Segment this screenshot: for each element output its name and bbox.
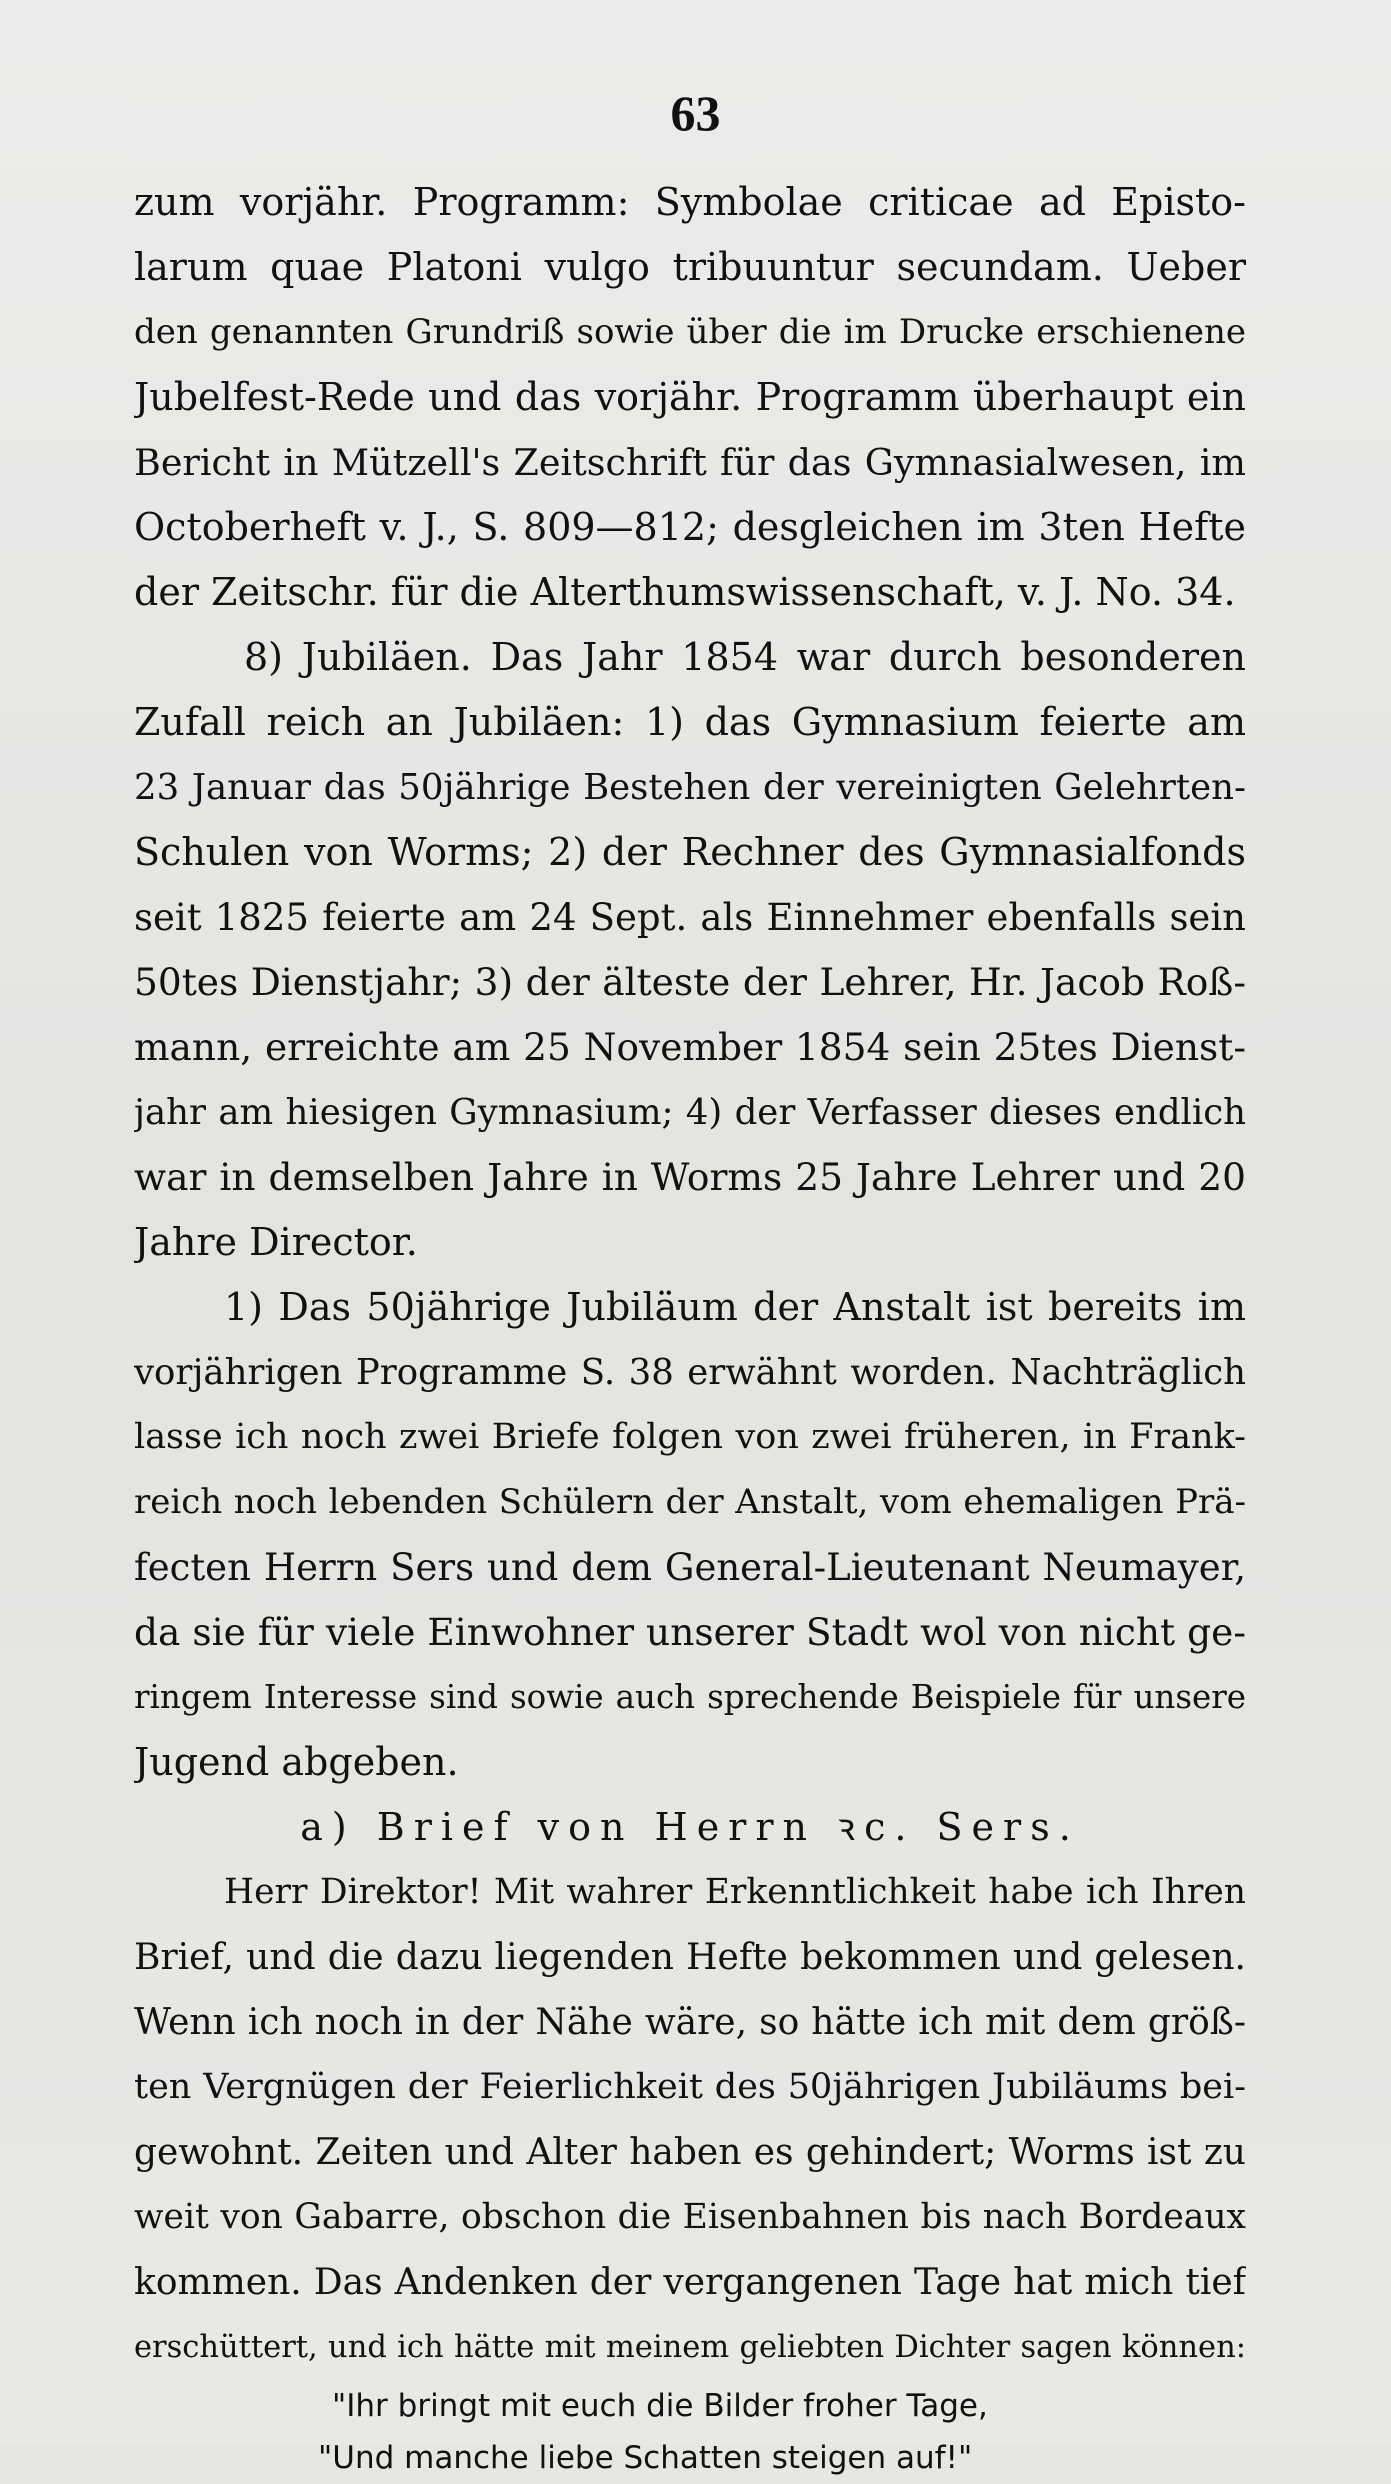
quote-line: "Ihr bringt mit euch die Bilder froher Tage, (332, 2388, 988, 2424)
text-line: lasse ich noch zwei Briefe folgen von zwei früheren, in Frank- (134, 1417, 1246, 1457)
text-line: kommen. Das Andenken der vergangenen Tage hat mich tief (134, 2262, 1246, 2303)
text-line: da sie für viele Einwohner unserer Stadt wol von nicht ge- (134, 1610, 1246, 1654)
text-line: war in demselben Jahre in Worms 25 Jahre Lehrer und 20 (134, 1155, 1246, 1199)
text-line: Bericht in Mützell's Zeitschrift für das Gymnasialwesen, im (134, 441, 1246, 484)
text-line: fecten Herrn Sers und dem General-Lieutenant Neumayer, (134, 1546, 1246, 1589)
text-line: Schulen von Worms; 2) der Rechner des Gymnasialfonds (134, 830, 1246, 874)
text-line: den genannten Grundriß sowie über die im Drucke erschienene (134, 312, 1246, 352)
text-line: Wenn ich noch in der Nähe wäre, so hätte ich mit dem größ- (134, 2002, 1246, 2043)
text-line: zum vorjähr. Programm: Symbolae criticae ad Episto- (134, 180, 1246, 224)
body-text (134, 170, 1246, 2484)
text-line: erschüttert, und ich hätte mit meinem geliebten Dichter sagen können: (134, 2330, 1246, 2365)
text-line: jahr am hiesigen Gymnasium; 4) der Verfasser dieses endlich (134, 1092, 1246, 1133)
text-line: Octoberheft v. J., S. 809—812; desgleichen im 3ten Hefte (134, 505, 1246, 549)
page-number: 63 (670, 85, 721, 141)
text-line: Jubelfest-Rede und das vorjähr. Programm überhaupt ein (134, 375, 1246, 419)
text-line: reich noch lebenden Schülern der Anstalt, vom ehemaligen Prä- (134, 1482, 1246, 1522)
section-heading-line: 8) Jubiläen. Das Jahr 1854 war durch besonderen (244, 635, 1246, 679)
text-line: Zufall reich an Jubiläen: 1) das Gymnasium feierte am (134, 700, 1246, 744)
text-line: Brief, und die dazu liegenden Hefte bekommen und gelesen. (134, 1937, 1246, 1978)
text-line: weit von Gabarre, obschon die Eisenbahnen bis nach Bordeaux (134, 2197, 1246, 2237)
text-line: seit 1825 feierte am 24 Sept. als Einnehmer ebenfalls sein (134, 896, 1246, 939)
footnote-start-line: 1) Das 50jährige Jubiläum der Anstalt ist bereits im (224, 1285, 1246, 1329)
text-line: ten Vergnügen der Feierlichkeit des 50jährigen Jubiläums bei- (134, 2067, 1246, 2107)
text-line: 23 Januar das 50jährige Bestehen der vereinigten Gelehrten- (134, 767, 1246, 808)
text-line: gewohnt. Zeiten und Alter haben es gehindert; Worms ist zu (134, 2132, 1246, 2173)
letter-salutation-line: Herr Direktor! Mit wahrer Erkenntlichkeit habe ich Ihren (224, 1872, 1246, 1912)
text-line: mann, erreichte am 25 November 1854 sein 25tes Dienst- (134, 1025, 1246, 1069)
text-line: Jugend abgeben. (134, 1740, 459, 1784)
text-line: vorjährigen Programme S. 38 erwähnt worden. Nachträglich (134, 1352, 1246, 1393)
letter-heading: a) Brief von Herrn ꝛc. Sers. (300, 1805, 1080, 1849)
text-line: der Zeitschr. für die Alterthumswissenschaft, v. J. No. 34. (134, 570, 1236, 614)
text-line: ringem Interesse sind sowie auch sprechende Beispiele für unsere (134, 1678, 1246, 1716)
text-line: 50tes Dienstjahr; 3) der älteste der Lehrer, Hr. Jacob Roß- (134, 960, 1246, 1004)
quote-line: "Und manche liebe Schatten steigen auf!" (318, 2440, 973, 2476)
text-line: larum quae Platoni vulgo tribuuntur secundam. Ueber (134, 245, 1246, 289)
text-line: Jahre Director. (134, 1220, 418, 1264)
